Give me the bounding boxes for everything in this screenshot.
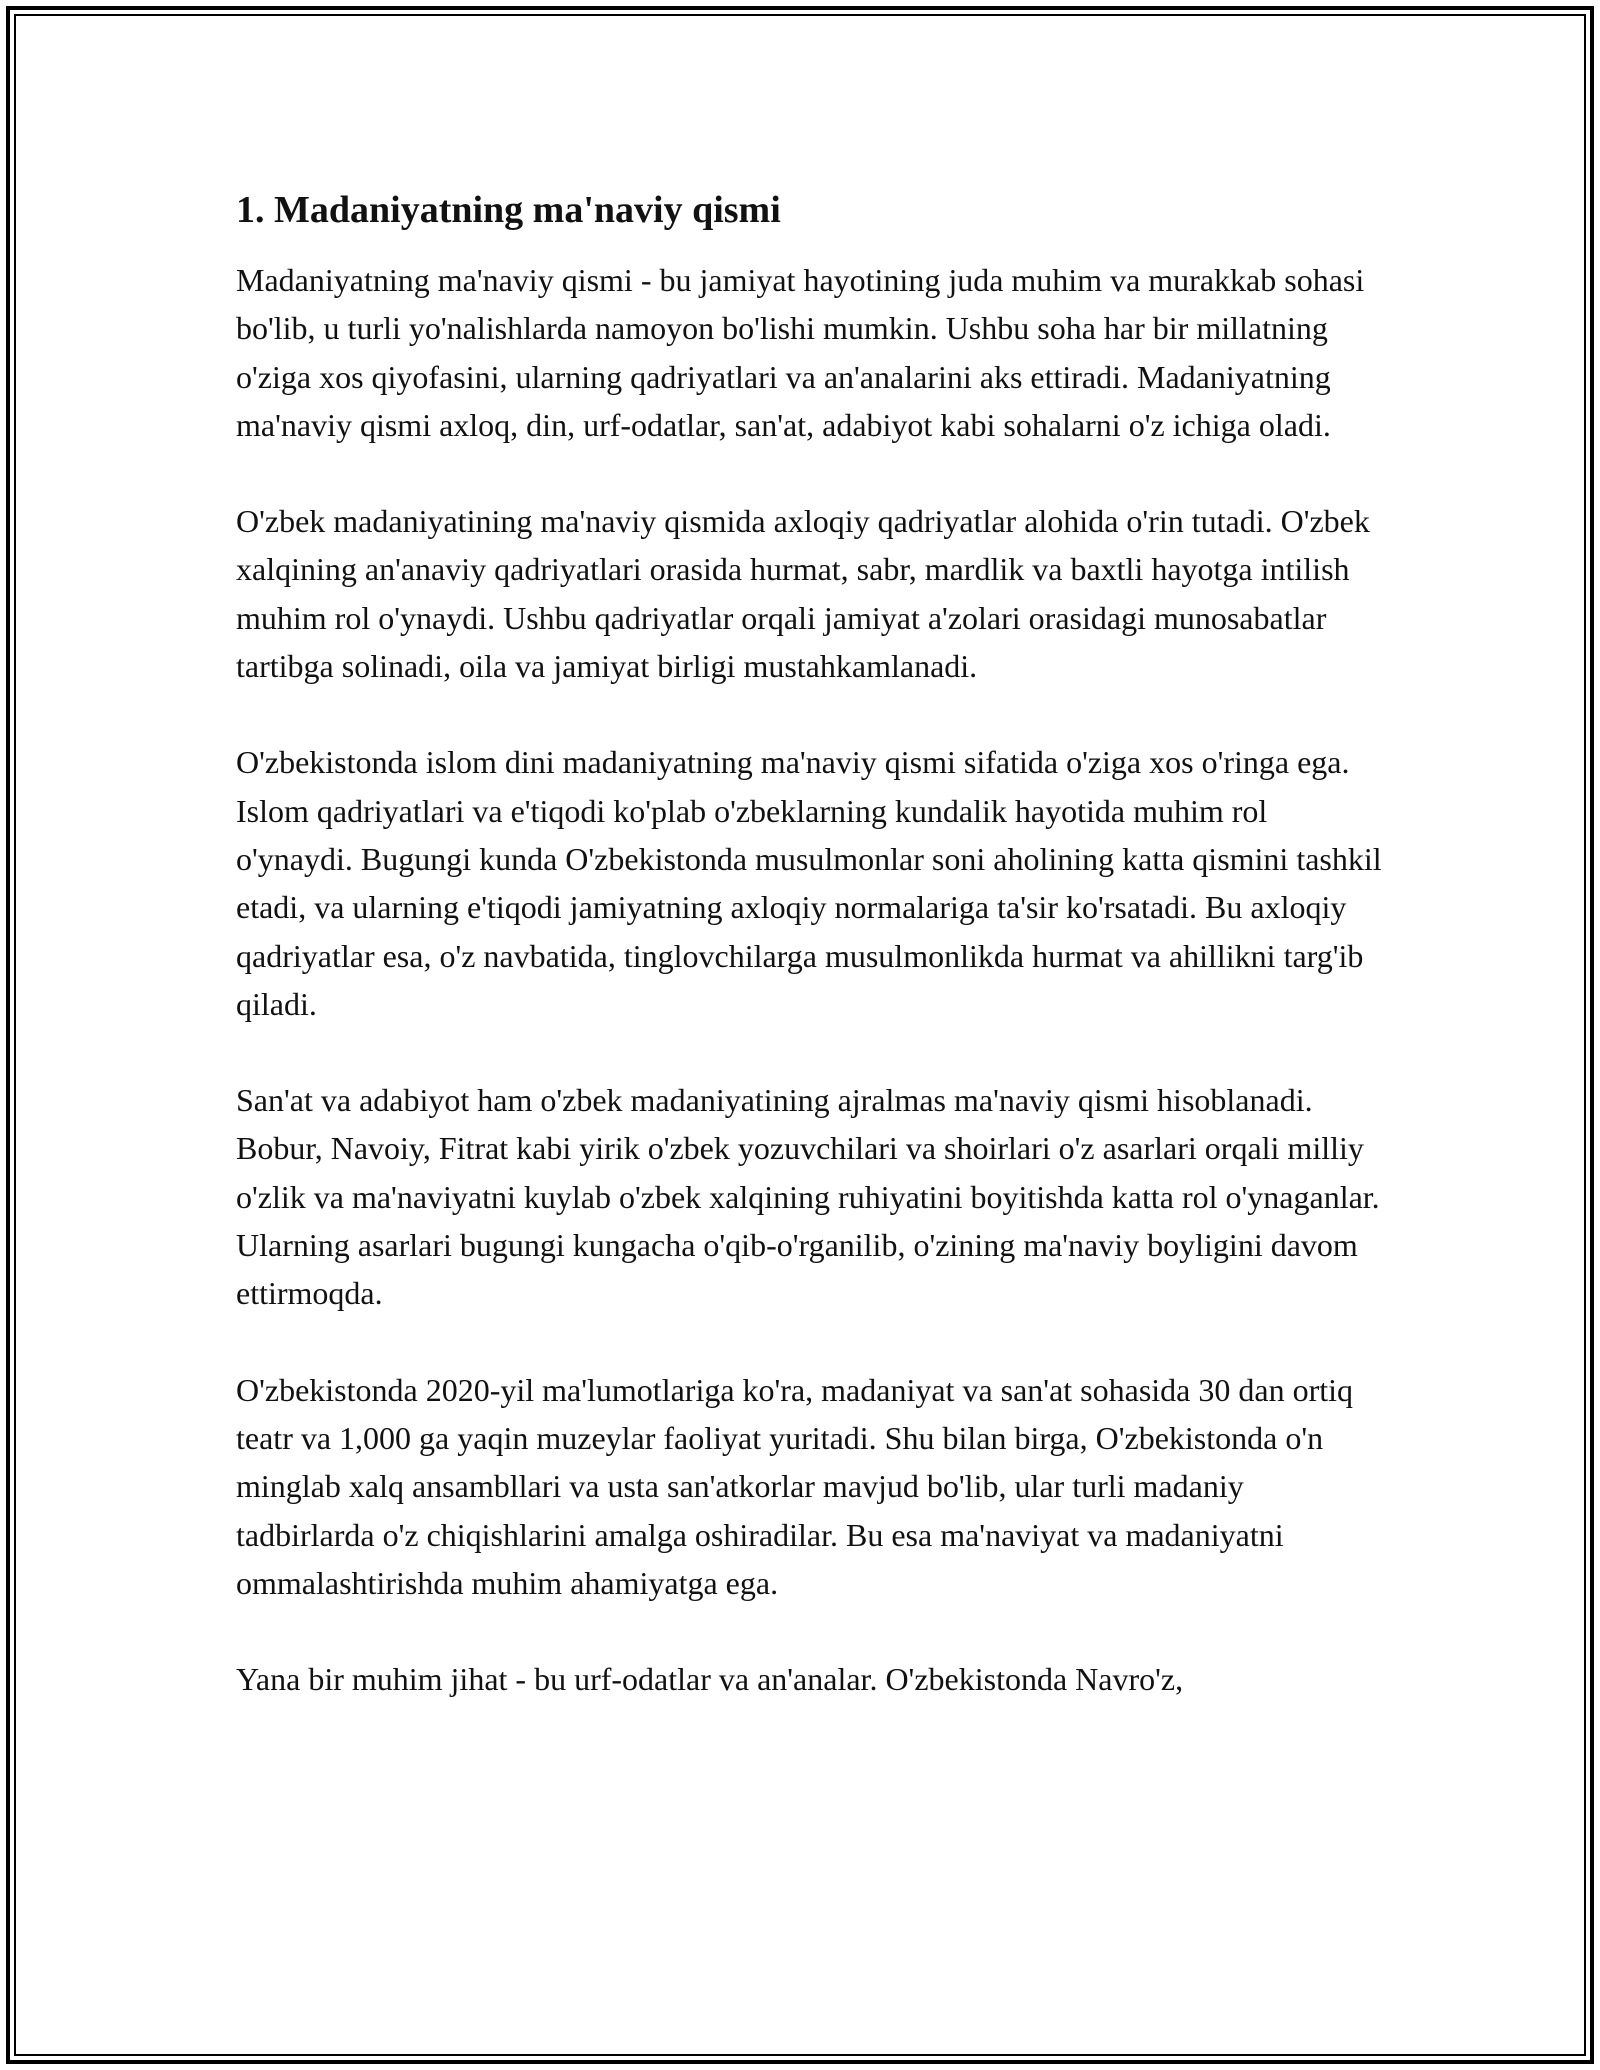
- paragraph-5: O'zbekistonda 2020-yil ma'lumotlariga ko'ra, madaniyat va san'at sohasida 30 dan ortiq teatr va 1,000 ga yaqin muzeylar faoliyat yuritadi. Shu bilan birga, O'zbekistonda o'n minglab xalq ansambllari va usta san'atkorlar mavjud bo'lib, ular turli madaniy tadbirlarda o'z chiqishlarini amalga oshiradilar. Bu esa ma'naviyat va madaniyatni ommalashtirishda muhim ahamiyatga ega.: [236, 1371, 1353, 1601]
- section-heading: 1. Madaniyatning ma'naviy qismi: [236, 189, 781, 231]
- paragraph-4: San'at va adabiyot ham o'zbek madaniyatining ajralmas ma'naviy qismi hisoblanadi. Bobur, Navoiy, Fitrat kabi yirik o'zbek yozuvchilari va shoirlari o'z asarlari orqali milliy o'zlik va ma'naviyatni kuylab o'zbek xalqining ruhiyatini boyitishda katta rol o'ynaganlar. Ularning asarlari bugungi kungacha o'qib-o'rganilib, o'zining ma'naviy boyligini davom ettirmoqda.: [236, 1082, 1380, 1312]
- document-body: [236, 186, 1386, 1751]
- paragraph-6: Yana bir muhim jihat - bu urf-odatlar va an'analar. O'zbekistonda Navro'z,: [236, 1661, 1184, 1698]
- paragraph-3: O'zbekistonda islom dini madaniyatning ma'naviy qismi sifatida o'ziga xos o'ringa ega. Islom qadriyatlari va e'tiqodi ko'plab o'zbeklarning kundalik hayotida muhim rol o'ynaydi. Bugungi kunda O'zbekistonda musulmonlar soni aholining katta qismini tashkil etadi, va ularning e'tiqodi jamiyatning axloqiy normalariga ta'sir ko'rsatadi. Bu axloqiy qadriyatlar esa, o'z navbatida, tinglovchilarga musulmonlikda hurmat va ahillikni targ'ib qiladi.: [236, 744, 1382, 1022]
- paragraph-1: Madaniyatning ma'naviy qismi - bu jamiyat hayotining juda muhim va murakkab sohasi bo'lib, u turli yo'nalishlarda namoyon bo'lishi mumkin. Ushbu soha har bir millatning o'ziga xos qiyofasini, ularning qadriyatlari va an'analarini aks ettiradi. Madaniyatning ma'naviy qismi axloq, din, urf-odatlar, san'at, adabiyot kabi sohalarni o'z ichiga oladi.: [236, 262, 1365, 443]
- paragraph-2: O'zbek madaniyatining ma'naviy qismida axloqiy qadriyatlar alohida o'rin tutadi. O'zbek xalqining an'anaviy qadriyatlari orasida hurmat, sabr, mardlik va baxtli hayotga intilish muhim rol o'ynaydi. Ushbu qadriyatlar orqali jamiyat a'zolari orasidagi munosabatlar tartibga solinadi, oila va jamiyat birligi mustahkamlanadi.: [236, 503, 1370, 685]
